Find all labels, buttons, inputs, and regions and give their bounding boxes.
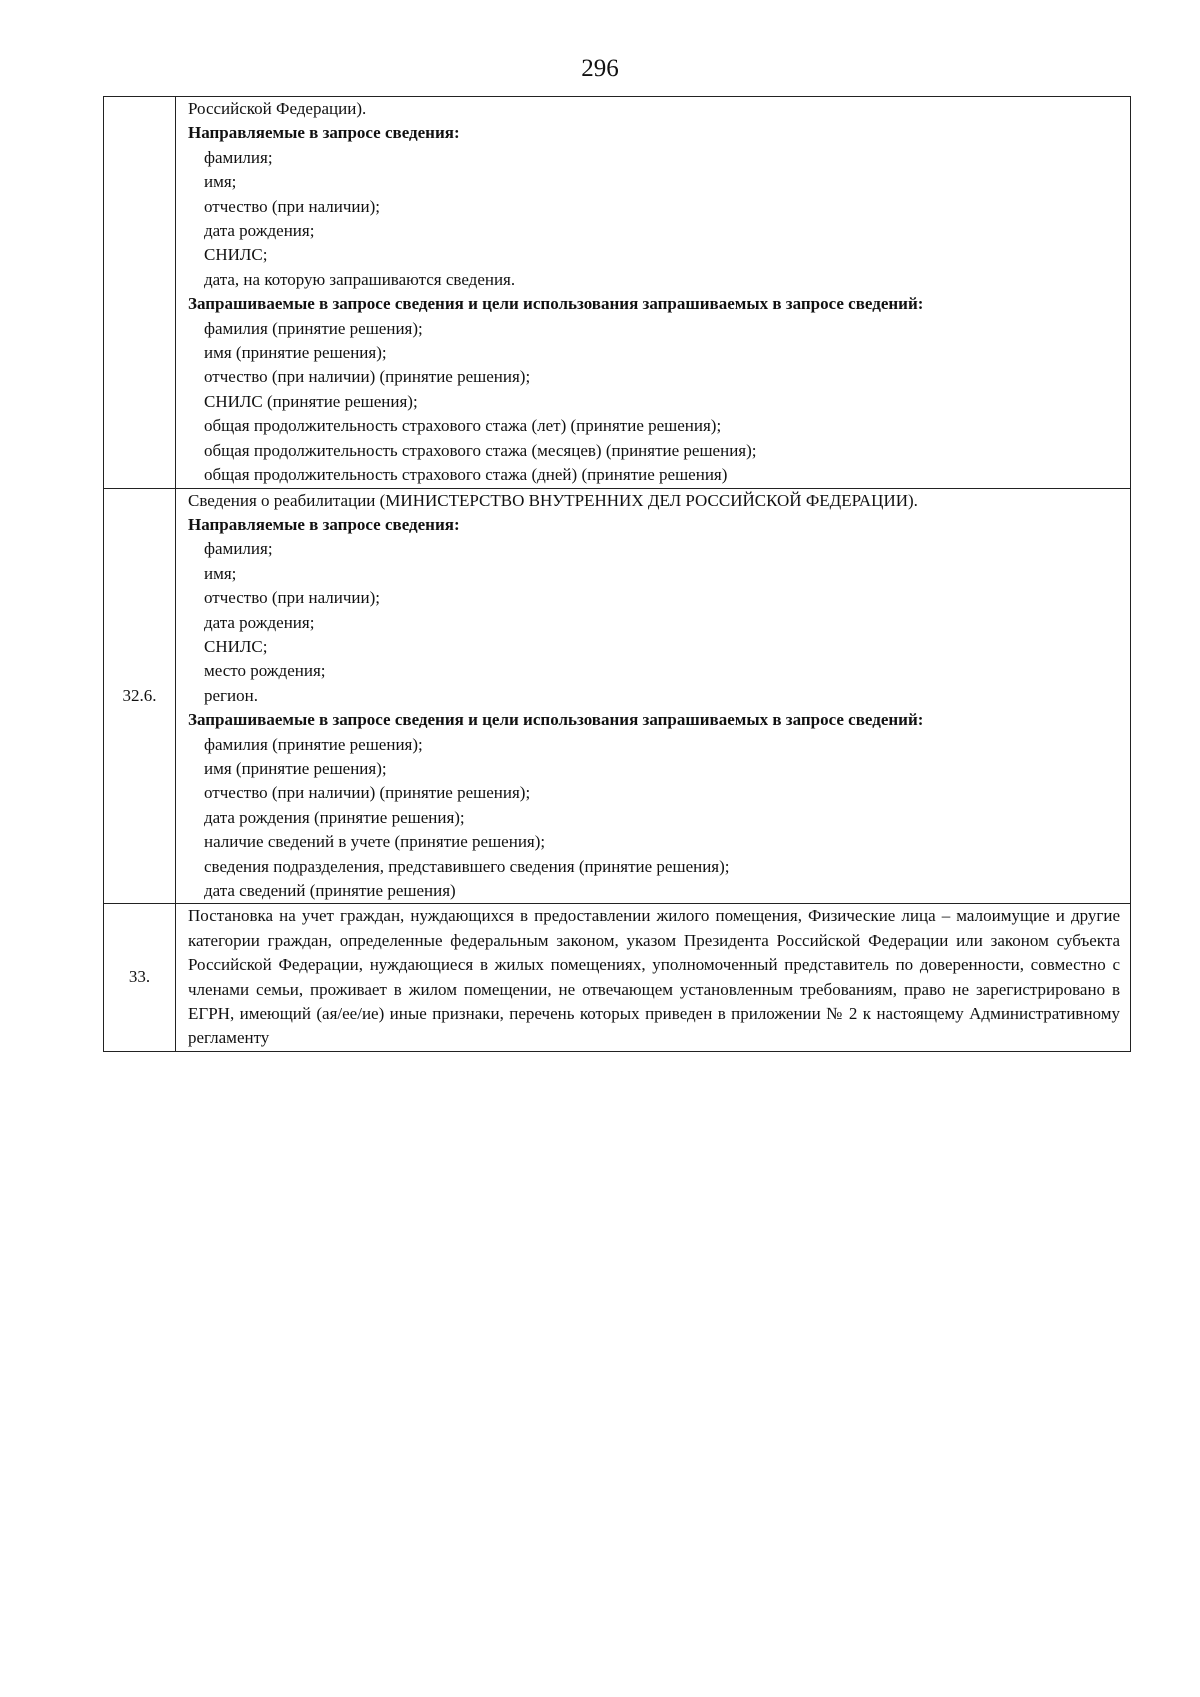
list-item: дата сведений (принятие решения) (204, 881, 456, 900)
list-item: дата, на которую запрашиваются сведения. (204, 269, 516, 289)
table-row (104, 488, 1131, 904)
list-item: регион. (204, 685, 258, 705)
list-item: имя (принятие решения); (204, 343, 387, 363)
page-number: 296 (581, 55, 619, 82)
list-item: отчество (при наличии); (204, 196, 380, 216)
list-item: место рождения; (204, 661, 326, 681)
list-item: имя; (204, 172, 237, 192)
list-item: общая продолжительность страхового стажа (лет) (принятие решения); (204, 416, 722, 436)
row-number: 32.6. (104, 488, 176, 904)
document-table (103, 96, 1131, 1052)
row-title: Российской Федерации). (188, 99, 367, 118)
list-item: отчество (при наличии); (204, 588, 380, 608)
row-content (176, 904, 1131, 1051)
section-heading: Направляемые в запросе сведения: (188, 123, 460, 143)
list-item: фамилия; (204, 147, 273, 167)
list-item: наличие сведений в учете (принятие решения); (204, 832, 546, 852)
list-item: отчество (при наличии) (принятие решения); (204, 783, 531, 803)
list-item: СНИЛС; (204, 636, 268, 656)
list-item: дата рождения (принятие решения); (204, 807, 465, 827)
list-item: СНИЛС (принятие решения); (204, 391, 418, 411)
row-title: Сведения о реабилитации (МИНИСТЕРСТВО ВНУТРЕННИХ ДЕЛ РОССИЙСКОЙ ФЕДЕРАЦИИ). (188, 490, 918, 510)
row-number (104, 97, 176, 489)
section-heading: Направляемые в запросе сведения: (188, 514, 460, 534)
section-heading: Запрашиваемые в запросе сведения и цели использования запрашиваемых в запросе сведений: (188, 294, 924, 314)
list-item: имя (принятие решения); (204, 758, 387, 778)
list-item: фамилия (принятие решения); (204, 734, 423, 754)
row-paragraph: Постановка на учет граждан, нуждающихся в предоставлении жилого помещения, Физические лица – малоимущие и другие категории граждан, определенные федеральным законом, указом Президента Российской Федерации или законом субъекта Российской Федерации, нуждающиеся в жилых помещениях, уполномоченный представитель по доверенности, совместно с членами семьи, проживает в жилом помещении, не отвечающем установленным требованиям, право не зарегистрировано в ЕГРН, имеющий (ая/ее/ие) иные признаки, перечень которых приведен в приложении № 2 к настоящему Административному регламенту (188, 906, 1120, 1048)
list-item: фамилия; (204, 539, 273, 559)
row-content (176, 488, 1131, 904)
list-item: общая продолжительность страхового стажа (месяцев) (принятие решения); (204, 440, 757, 460)
list-item: СНИЛС; (204, 245, 268, 265)
list-item: отчество (при наличии) (принятие решения); (204, 367, 531, 387)
section-heading: Запрашиваемые в запросе сведения и цели использования запрашиваемых в запросе сведений: (188, 710, 924, 730)
list-item: дата рождения; (204, 221, 315, 241)
list-item: дата рождения; (204, 612, 315, 632)
list-item: фамилия (принятие решения); (204, 318, 423, 338)
table-row (104, 904, 1131, 1051)
list-item: общая продолжительность страхового стажа (дней) (принятие решения) (204, 465, 728, 485)
table-row (104, 97, 1131, 489)
row-content (176, 97, 1131, 489)
list-item: сведения подразделения, представившего сведения (принятие решения); (204, 856, 730, 876)
row-number: 33. (104, 904, 176, 1051)
list-item: имя; (204, 563, 237, 583)
